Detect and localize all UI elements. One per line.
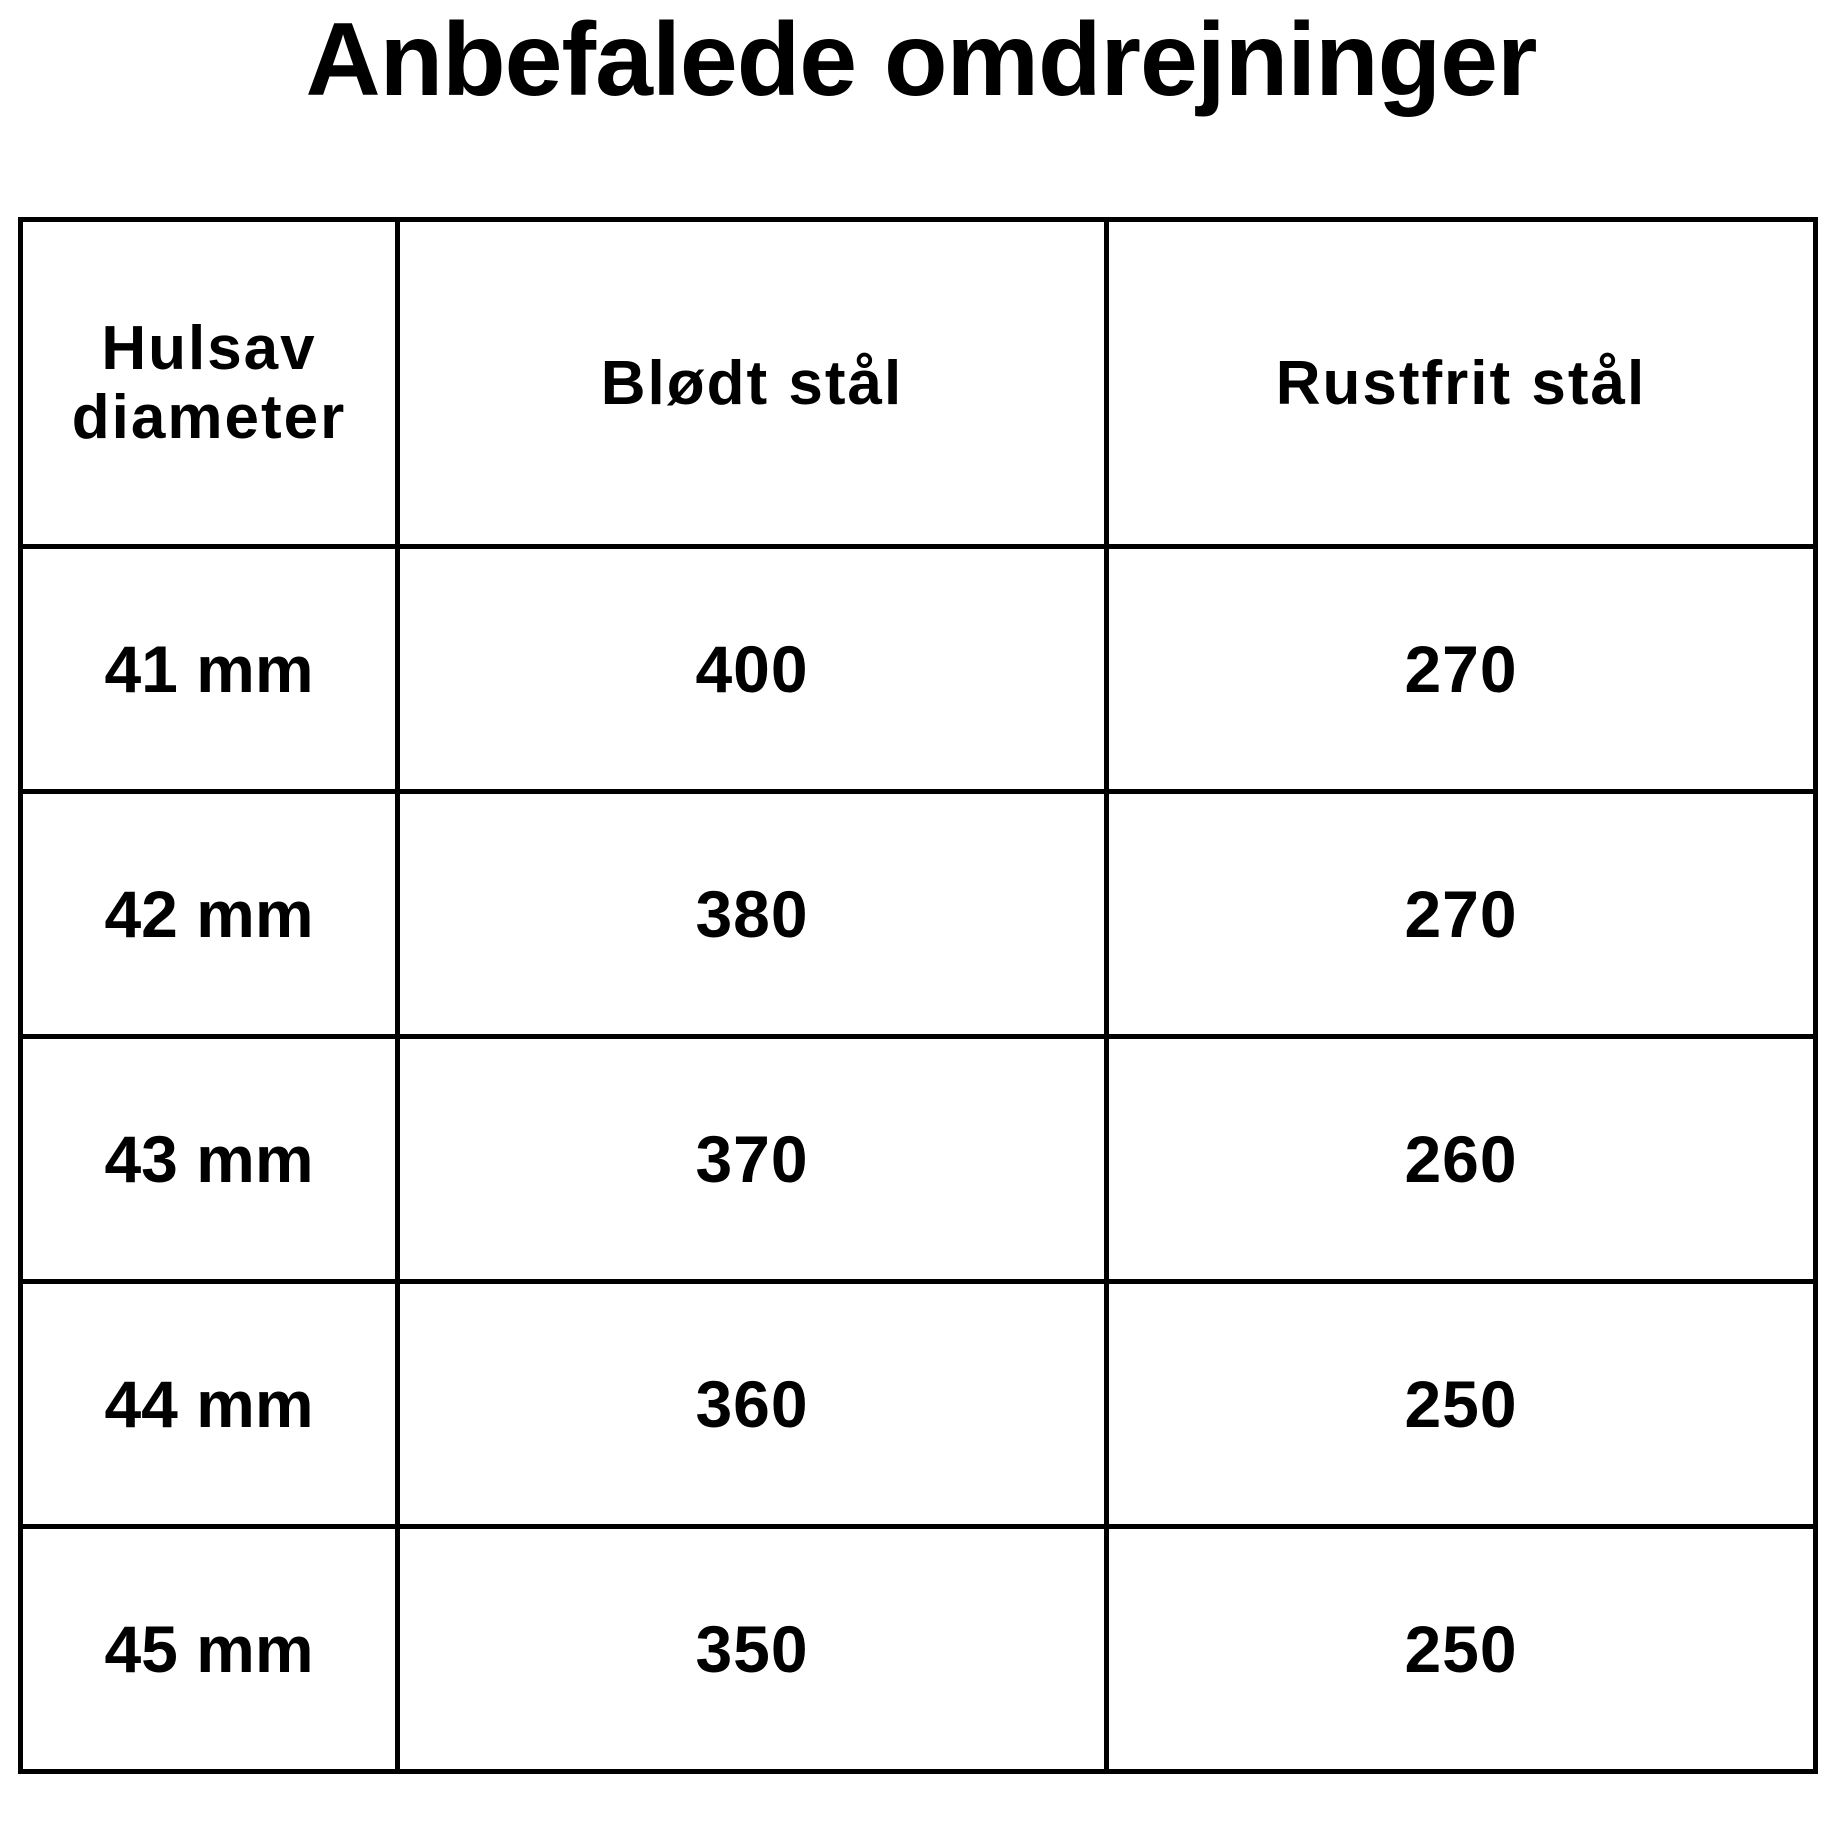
table-body: [21, 547, 1816, 1772]
column-header-stainless-steel: Rustfrit stål: [1107, 220, 1816, 547]
cell-mild-steel: 350: [398, 1527, 1107, 1772]
cell-mild-steel: 400: [398, 547, 1107, 792]
recommended-speeds-table: [18, 217, 1818, 1774]
cell-diameter: 45 mm: [21, 1527, 398, 1772]
cell-diameter: 42 mm: [21, 792, 398, 1037]
cell-stainless-steel: 270: [1107, 547, 1816, 792]
cell-diameter: 43 mm: [21, 1037, 398, 1282]
table-row: [21, 1527, 1816, 1772]
cell-mild-steel: 360: [398, 1282, 1107, 1527]
page-title: Anbefalede omdrejninger: [305, 2, 1537, 118]
cell-diameter: 41 mm: [21, 547, 398, 792]
speed-table-container: [0, 217, 1832, 1774]
cell-stainless-steel: 250: [1107, 1282, 1816, 1527]
cell-diameter: 44 mm: [21, 1282, 398, 1527]
column-header-diameter-line2: diameter: [71, 383, 347, 452]
table-head: [21, 220, 1816, 547]
table-row: [21, 547, 1816, 792]
cell-mild-steel: 370: [398, 1037, 1107, 1282]
cell-mild-steel: 380: [398, 792, 1107, 1037]
table-row: [21, 1282, 1816, 1527]
table-row: [21, 1037, 1816, 1282]
cell-stainless-steel: 250: [1107, 1527, 1816, 1772]
column-header-diameter: [21, 220, 398, 547]
cell-stainless-steel: 260: [1107, 1037, 1816, 1282]
table-row: [21, 792, 1816, 1037]
cell-stainless-steel: 270: [1107, 792, 1816, 1037]
column-header-diameter-line1: Hulsav: [101, 313, 317, 383]
table-header-row: [21, 220, 1816, 547]
column-header-mild-steel: Blødt stål: [398, 220, 1107, 547]
